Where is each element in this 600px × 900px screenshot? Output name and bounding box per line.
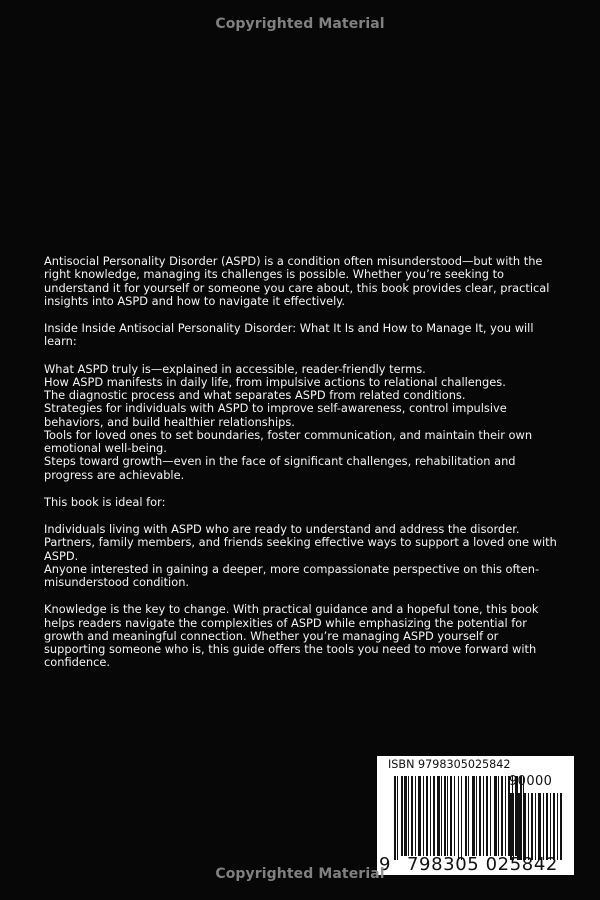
paragraph-spacer bbox=[44, 349, 557, 363]
learn-item-2: How ASPD manifests in daily life, from impulsive actions to relational challenges. bbox=[44, 374, 506, 389]
ideal-item-2: Partners, family members, and friends seeking effective ways to support a loved one with ASPD. bbox=[44, 535, 557, 563]
learn-list bbox=[44, 363, 557, 482]
ideal-item-3: Anyone interested in gaining a deeper, more compassionate perspective on this often-misunderstood condition. bbox=[44, 561, 540, 589]
ideal-list bbox=[44, 523, 557, 589]
paragraph-spacer bbox=[44, 589, 557, 603]
closing-paragraph: Knowledge is the key to change. With practical guidance and a hopeful tone, this book helps readers navigate the complexities of ASPD while emphasizing the potential for growth and meaningful connection. Whether you’re managing ASPD yourself or supporting someone who is, this guide offers the tools you need to move forward with confidence. bbox=[44, 602, 539, 670]
isbn-barcode-box bbox=[377, 756, 574, 875]
barcode-leading-digit: 9 bbox=[379, 854, 391, 875]
learn-item-4: Strategies for individuals with ASPD to improve self-awareness, control impulsive behaviors, and build healthier relationships. bbox=[44, 401, 507, 429]
ideal-for-heading: This book is ideal for: bbox=[44, 494, 166, 509]
learn-item-5: Tools for loved ones to set boundaries, foster communication, and maintain their own emotional well-being. bbox=[44, 427, 533, 455]
paragraph-spacer bbox=[44, 482, 557, 496]
inside-heading: Inside Inside Antisocial Personality Disorder: What It Is and How to Manage It, you will learn: bbox=[44, 321, 534, 349]
isbn-label: ISBN 9798305025842 bbox=[388, 758, 511, 771]
learn-item-6: Steps toward growth—even in the face of significant challenges, rehabilitation and progress are achievable. bbox=[44, 454, 516, 482]
barcode-digits: 798305 025842 bbox=[407, 854, 558, 875]
intro-paragraph: Antisocial Personality Disorder (ASPD) is a condition often misunderstood—but with the right knowledge, managing its challenges is possible. Whether you’re seeking to understand it for yourself or someone you care about, this book provides clear, practical insights into ASPD and how to navigate it effectively. bbox=[44, 254, 550, 308]
price-code: 90000 bbox=[509, 774, 553, 789]
learn-item-1: What ASPD truly is—explained in accessible, reader-friendly terms. bbox=[44, 361, 426, 376]
paragraph-spacer bbox=[44, 308, 557, 322]
learn-item-3: The diagnostic process and what separates ASPD from related conditions. bbox=[44, 388, 466, 402]
ideal-item-1: Individuals living with ASPD who are ready to understand and address the disorder. bbox=[44, 522, 520, 536]
bottom-watermark: Copyrighted Material bbox=[215, 866, 385, 882]
top-watermark: Copyrighted Material bbox=[215, 16, 385, 32]
paragraph-spacer bbox=[44, 509, 557, 523]
back-cover-copy bbox=[44, 255, 557, 670]
